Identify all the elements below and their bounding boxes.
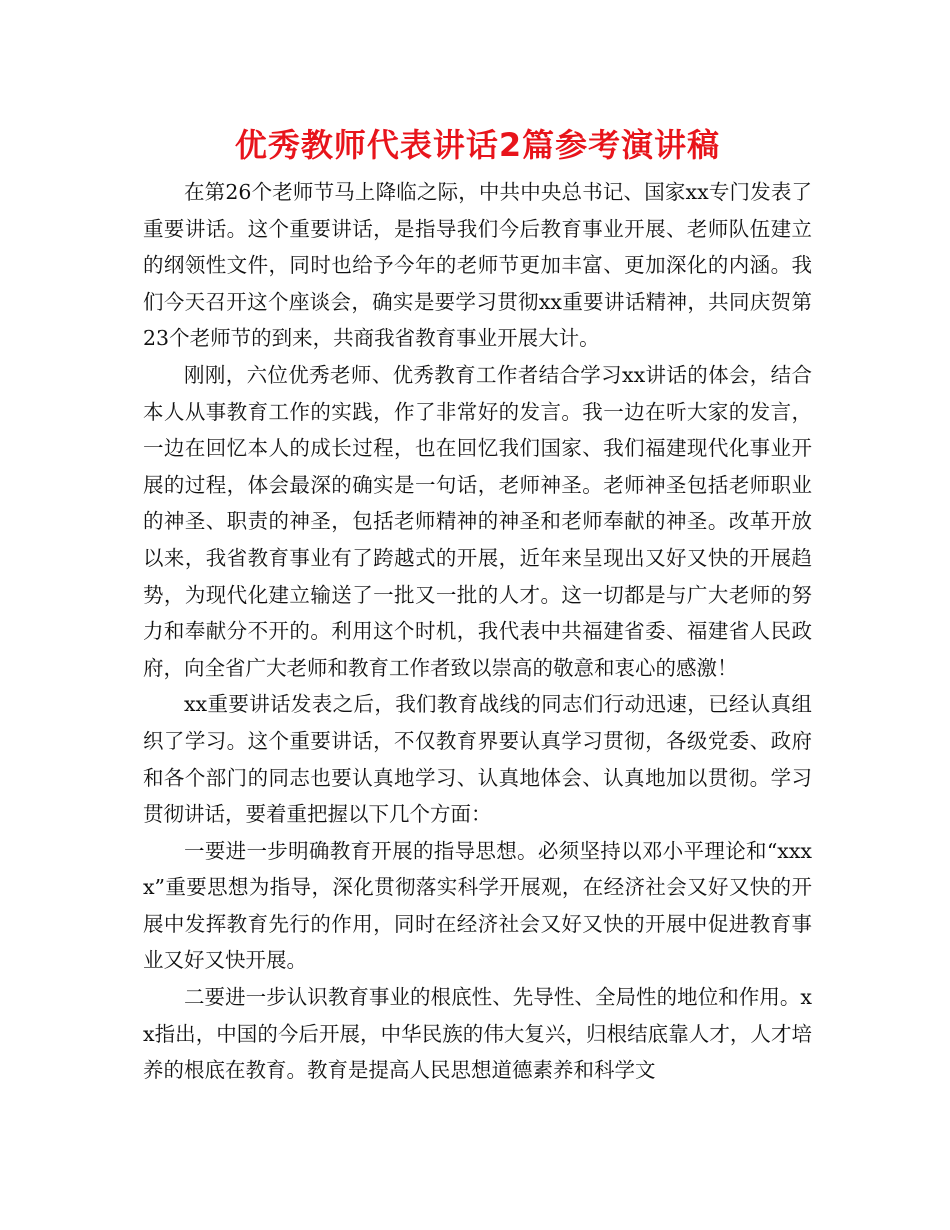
paragraph-4: 一要进一步明确教育开展的指导思想。必须坚持以邓小平理论和“xxxx”重要思想为指导，深化贯彻落实科学开展观，在经济社会又好又快的开展中发挥教育先行的作用，同时在经济社会又好又快的开展中促进教育事业又好又快开展。 (143, 838, 812, 973)
paragraph-1: 在第26个老师节马上降临之际，中共中央总书记、国家xx专门发表了重要讲话。这个重要讲话，是指导我们今后教育事业开展、老师队伍建立的纲领性文件，同时也给予今年的老师节更加丰富、更加深化的内涵。我们今天召开这个座谈会，确实是要学习贯彻xx重要讲话精神，共同庆贺第23个老师节的到来，共商我省教育事业开展大计。 (143, 180, 812, 351)
paragraph-3: xx重要讲话发表之后，我们教育战线的同志们行动迅速，已经认真组织了学习。这个重要讲话，不仅教育界要认真学习贯彻，各级党委、政府和各个部门的同志也要认真地学习、认真地体会、认真地加以贯彻。学习贯彻讲话，要着重把握以下几个方面： (143, 692, 812, 827)
paragraph-5: 二要进一步认识教育事业的根底性、先导性、全局性的地位和作用。xx指出，中国的今后开展，中华民族的伟大复兴，归根结底靠人才，人才培养的根底在教育。教育是提高人民思想道德素养和科学文 (143, 985, 812, 1083)
paragraph-2: 刚刚，六位优秀老师、优秀教育工作者结合学习xx讲话的体会，结合本人从事教育工作的实践，作了非常好的发言。我一边在听大家的发言，一边在回忆本人的成长过程，也在回忆我们国家、我们福建现代化事业开展的过程，体会最深的确实是一句话，老师神圣。老师神圣包括老师职业的神圣、职责的神圣，包括老师精神的神圣和老师奉献的神圣。改革开放以来，我省教育事业有了跨越式的开展，近年来呈现出又好又快的开展趋势，为现代化建立输送了一批又一批的人才。这一切都是与广大老师的努力和奉献分不开的。利用这个时机，我代表中共福建省委、福建省人民政府，向全省广大老师和教育工作者致以崇高的敬意和衷心的感激！ (143, 362, 812, 680)
document-title: 优秀教师代表讲话2篇参考演讲稿 (234, 126, 721, 164)
